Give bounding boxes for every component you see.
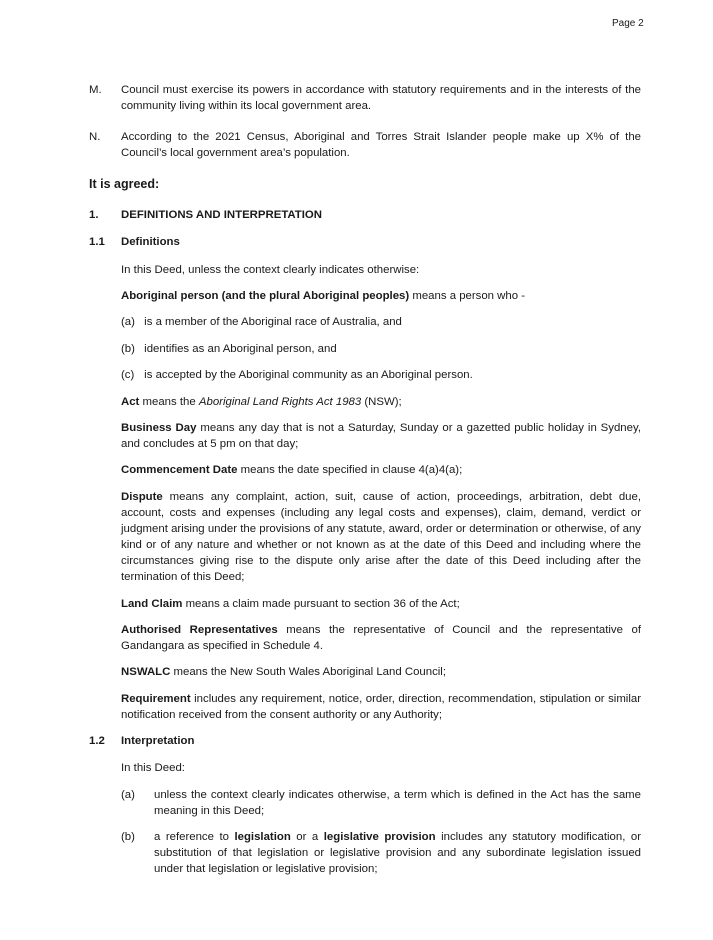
section-1-number: 1. bbox=[89, 209, 99, 221]
list-item-label: (a) bbox=[121, 316, 135, 328]
act-title: Aboriginal Land Rights Act 1983 bbox=[198, 396, 362, 408]
definition-text: (NSW); bbox=[361, 396, 402, 408]
definition-text: means a claim made pursuant to section 36 of the Act; bbox=[182, 598, 460, 610]
term-land-claim: Land Claim bbox=[121, 598, 183, 610]
recital-m-text: Council must exercise its powers in accordance with statutory requirements and in the interests of the community living within its local government area. bbox=[121, 84, 641, 112]
term-business-day: Business Day bbox=[121, 422, 197, 434]
definition-text: includes any requirement, notice, order, direction, recommendation, stipulation or similar notification received from the consent authority or any Authority; bbox=[121, 693, 641, 721]
definition-text: means the New South Wales Aboriginal Land Council; bbox=[170, 666, 446, 678]
definition-aboriginal-person bbox=[121, 288, 641, 304]
agreed-heading: It is agreed: bbox=[89, 177, 160, 191]
definition-text: means the date specified in clause 4(a)4(a); bbox=[237, 464, 463, 476]
definition-requirement bbox=[121, 691, 641, 723]
definition-act bbox=[121, 394, 641, 410]
definition-text: means any complaint, action, suit, cause of action, proceedings, arbitration, debt due, account, costs and expenses (including any legal costs and expenses), claim, demand, verdict or judgment arising under the provisions of any statute, award, order or determination or otherwise, of any kind or of any nature and whether or not known as at the date of this Deed and including where the circumstances giving rise to the dispute only arise after the date of this Deed including after the termination of this Deed; bbox=[121, 491, 641, 583]
term-authorised-representatives: Authorised Representatives bbox=[121, 624, 278, 636]
term-commencement-date: Commencement Date bbox=[121, 464, 238, 476]
definition-text: means a person who - bbox=[409, 290, 526, 302]
definitions-intro: In this Deed, unless the context clearly indicates otherwise: bbox=[121, 264, 420, 276]
list-item bbox=[121, 314, 402, 330]
term-legislative-provision: legislative provision bbox=[323, 831, 436, 843]
recital-n-label: N. bbox=[89, 131, 101, 143]
term-dispute: Dispute bbox=[121, 491, 163, 503]
subsection-1-2-title: Interpretation bbox=[121, 735, 195, 747]
recital-n-text: According to the 2021 Census, Aboriginal and Torres Strait Islander people make up X% of the Council’s local government area’s population. bbox=[121, 131, 641, 159]
interp-text: or a bbox=[290, 831, 324, 843]
interp-text: a reference to bbox=[154, 831, 235, 843]
definition-nswalc bbox=[121, 664, 641, 680]
list-item-label: (b) bbox=[121, 343, 135, 355]
definition-dispute bbox=[121, 489, 641, 585]
definition-authorised-representatives bbox=[121, 622, 641, 654]
definition-text: means any day that is not a Saturday, Sunday or a gazetted public holiday in Sydney, and concludes at 5 pm on that day; bbox=[121, 422, 641, 450]
term-nswalc: NSWALC bbox=[121, 666, 171, 678]
term-legislation: legislation bbox=[234, 831, 291, 843]
term-act: Act bbox=[121, 396, 140, 408]
list-item-text: is accepted by the Aboriginal community as an Aboriginal person. bbox=[144, 369, 473, 381]
interp-text: includes any statutory modification, or substitution of that legislation or legislative provision and any subordinate legislation issued under that legislation or legislative provision; bbox=[154, 831, 641, 875]
page-number: Page 2 bbox=[612, 18, 644, 29]
interp-a-text: unless the context clearly indicates otherwise, a term which is defined in the Act has the same meaning in this Deed; bbox=[154, 789, 641, 817]
interp-b-label: (b) bbox=[121, 831, 135, 843]
definition-text: means the representative of Council and the representative of Gandangara as specified in Schedule 4. bbox=[121, 624, 641, 652]
section-1-title: DEFINITIONS AND INTERPRETATION bbox=[121, 209, 323, 221]
interpretation-intro: In this Deed: bbox=[121, 762, 185, 774]
list-item-label: (c) bbox=[121, 369, 135, 381]
definition-text: means the bbox=[139, 396, 199, 408]
list-item bbox=[121, 341, 337, 357]
recital-m-label: M. bbox=[89, 84, 102, 96]
term-aboriginal-person: Aboriginal person (and the plural Aboriginal peoples) bbox=[121, 290, 410, 302]
subsection-1-1-number: 1.1 bbox=[89, 236, 105, 248]
interp-a-label: (a) bbox=[121, 789, 135, 801]
definition-commencement-date bbox=[121, 462, 641, 478]
term-requirement: Requirement bbox=[121, 693, 191, 705]
list-item-text: identifies as an Aboriginal person, and bbox=[144, 343, 337, 355]
definition-business-day bbox=[121, 420, 641, 452]
definition-land-claim bbox=[121, 596, 641, 612]
subsection-1-1-title: Definitions bbox=[121, 236, 180, 248]
subsection-1-2-number: 1.2 bbox=[89, 735, 105, 747]
list-item bbox=[121, 367, 473, 383]
list-item-text: is a member of the Aboriginal race of Australia, and bbox=[144, 316, 402, 328]
interp-b-text bbox=[154, 829, 641, 877]
